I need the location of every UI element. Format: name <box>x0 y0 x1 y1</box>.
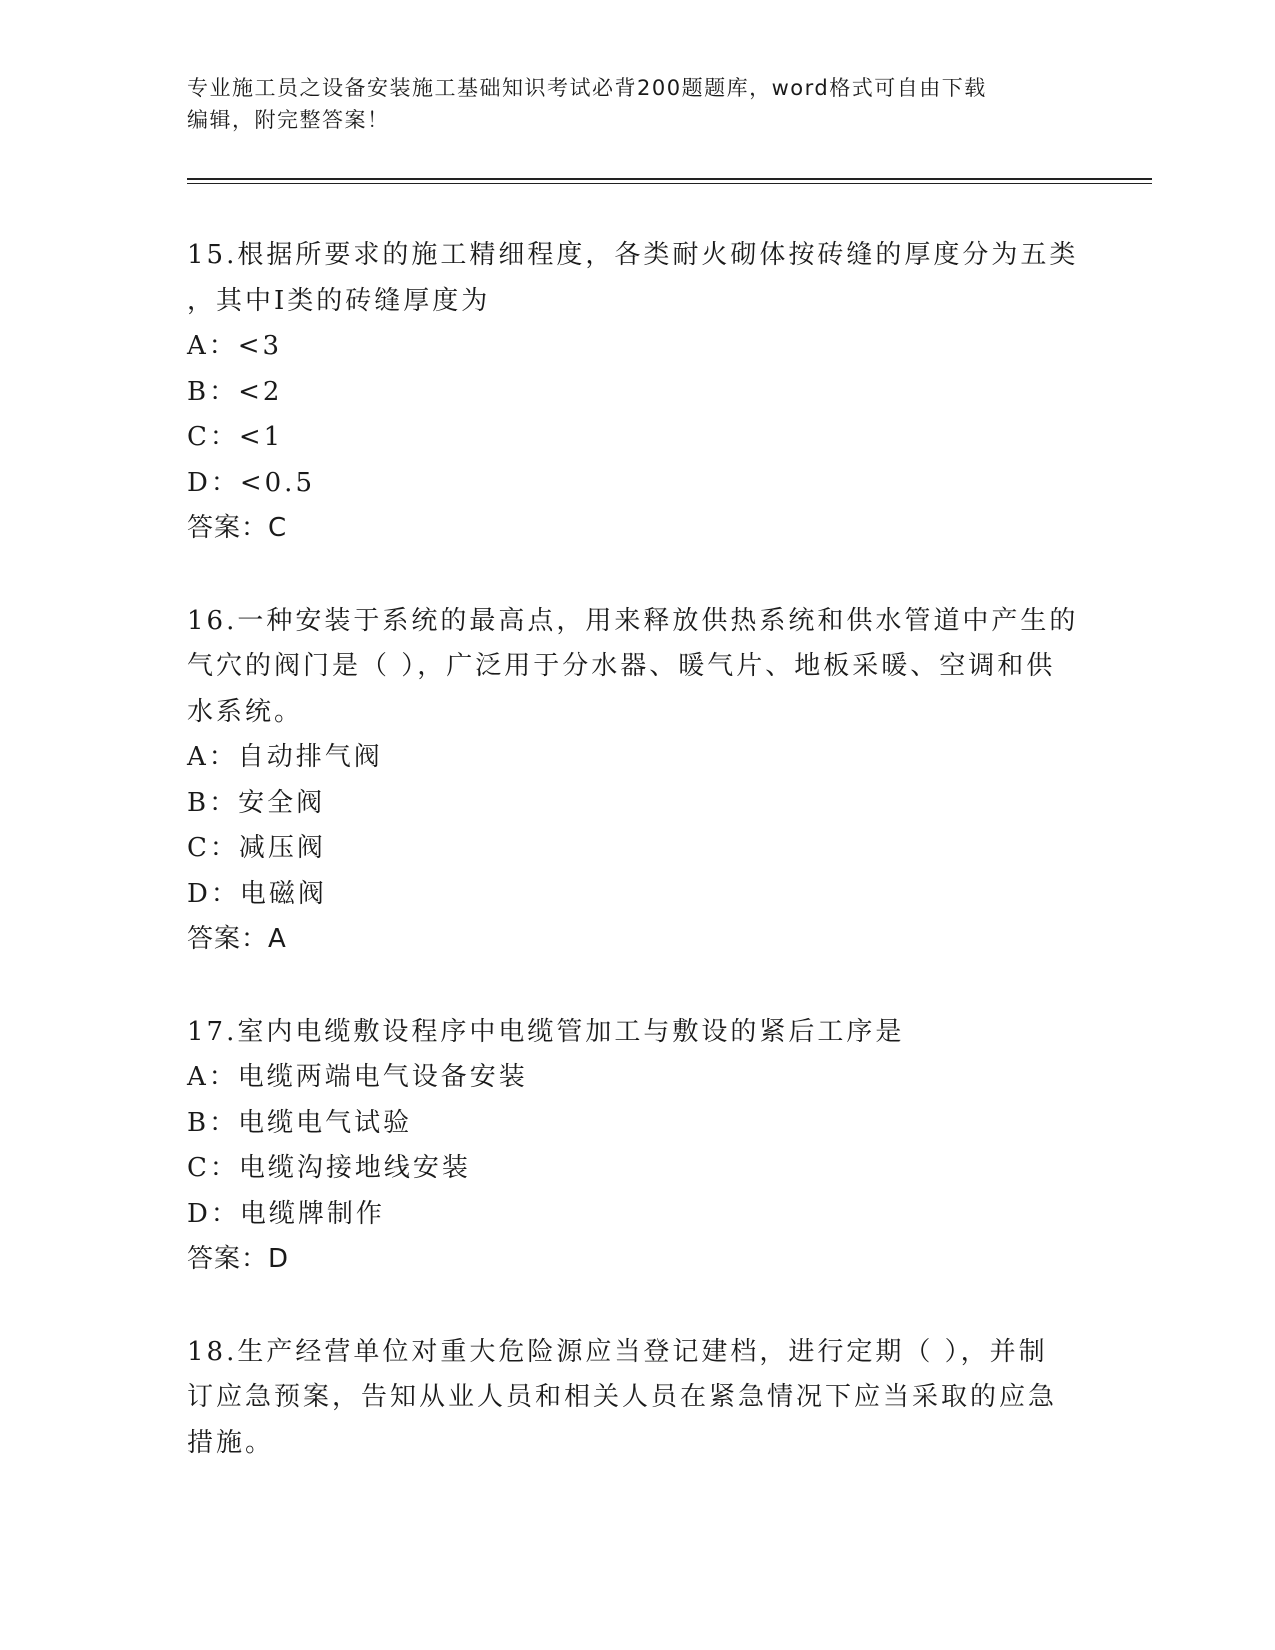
option-a: A：<3 <box>187 331 283 361</box>
question-16 <box>187 599 1087 963</box>
option-b: B：<2 <box>187 376 283 407</box>
option-b: B：安全阀 <box>187 787 326 818</box>
question-18 <box>187 1330 1087 1467</box>
option-c: C：减压阀 <box>187 833 326 863</box>
option-c: C：电缆沟接地线安装 <box>187 1153 471 1183</box>
option-a: A：电缆两端电气设备安装 <box>187 1062 528 1092</box>
option-d: D：电缆牌制作 <box>187 1198 385 1229</box>
option-c: C：<1 <box>187 422 284 452</box>
option-d: D：电磁阀 <box>187 878 327 909</box>
option-b: B：电缆电气试验 <box>187 1107 413 1138</box>
option-d: D：<0.5 <box>187 467 315 498</box>
header-line-1: 专业施工员之设备安装施工基础知识考试必背200题题库，word格式可自由下载 <box>187 76 987 100</box>
answer-line: 答案：C <box>187 513 288 543</box>
question-stem-line: 订应急预案，告知从业人员和相关人员在紧急情况下应当采取的应急 <box>187 1382 1058 1412</box>
question-stem-line: ，其中Ⅰ类的砖缝厚度为 <box>187 285 491 316</box>
question-stem-line: 水系统。 <box>187 696 304 727</box>
question-stem-line: 17.室内电缆敷设程序中电缆管加工与敷设的紧后工序是 <box>187 1016 905 1047</box>
question-stem-line: 措施。 <box>187 1427 275 1458</box>
question-15 <box>187 233 1087 552</box>
answer-line: 答案：A <box>187 924 287 954</box>
answer-line: 答案：D <box>187 1244 290 1274</box>
header-divider-thin <box>187 183 1152 184</box>
document-header <box>187 72 1077 136</box>
question-stem-line: 15.根据所要求的施工精细程度，各类耐火砌体按砖缝的厚度分为五类 <box>187 240 1079 270</box>
header-divider-thick <box>187 178 1152 180</box>
question-17 <box>187 1010 1087 1283</box>
question-stem-line: 气穴的阀门是（ ），广泛用于分水器、暖气片、地板采暖、空调和供 <box>187 651 1056 681</box>
question-stem-line: 16.一种安装于系统的最高点，用来释放供热系统和供水管道中产生的 <box>187 605 1079 636</box>
question-stem-line: 18.生产经营单位对重大危险源应当登记建档，进行定期（ ），并制 <box>187 1336 1048 1367</box>
header-line-2: 编辑，附完整答案！ <box>187 108 390 132</box>
question-list <box>187 233 1087 1513</box>
option-a: A：自动排气阀 <box>187 742 383 772</box>
